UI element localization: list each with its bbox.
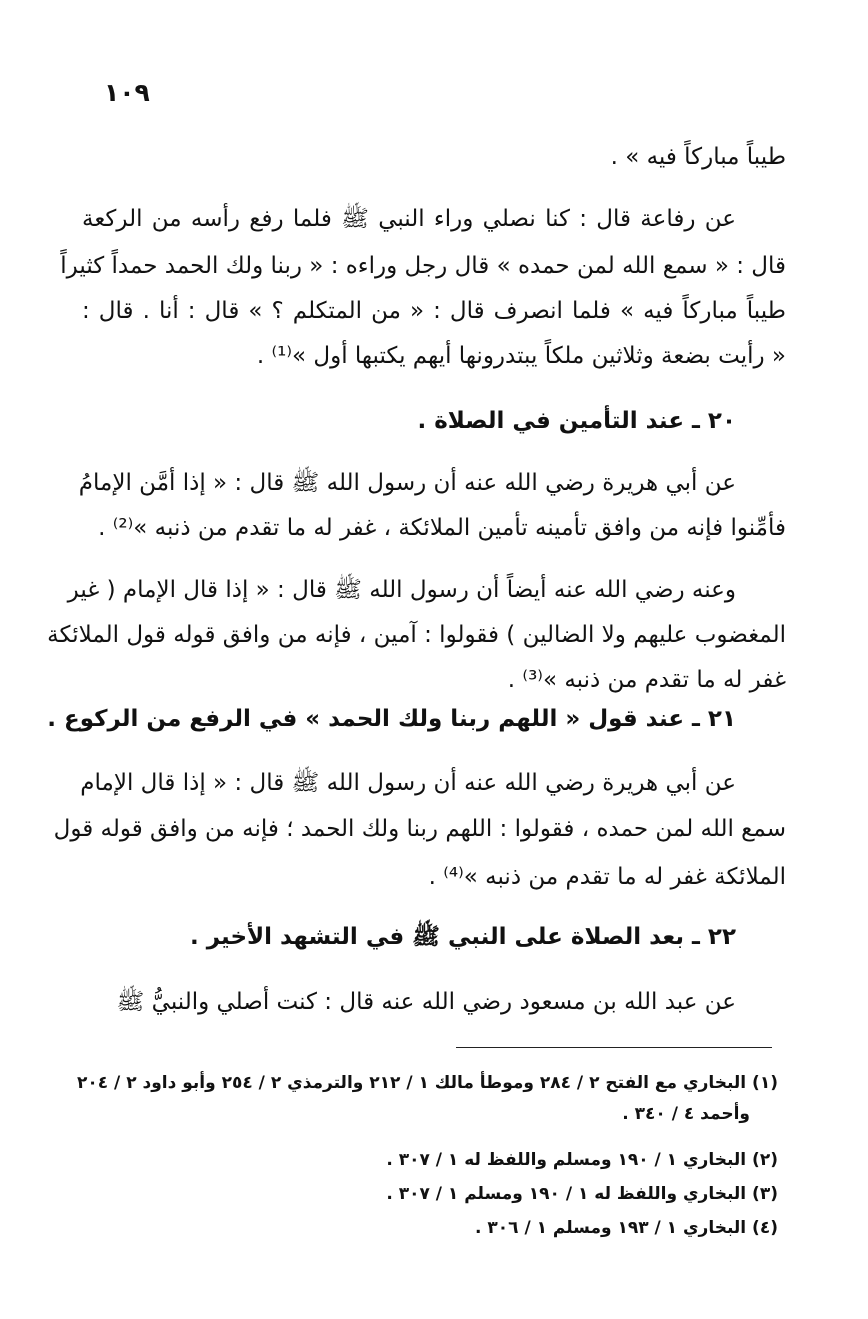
section-heading-21: ٢١ ـ عند قول « اللهم ربنا ولك الحمد » في الرفع من الركوع . [47,706,736,732]
footnote-divider [456,1047,772,1048]
body-line: قال : « سمع الله لمن حمده » قال رجل وراءه : « ربنا ولك الحمد حمداً كثيراً [60,253,786,279]
body-line: طيباً مباركاً فيه » فلما انصرف قال : « من المتكلم ؟ » قال : أنا . قال : [82,298,786,324]
footnote-1: (١) البخاري مع الفتح ٢ / ٢٨٤ وموطأ مالك ١ / ٢١٢ والترمذي ٢ / ٢٥٤ وأبو داود ٢ / ٢٠٤ [77,1073,778,1093]
body-line: طيباً مباركاً فيه » . [610,144,786,170]
body-line: عن رفاعة قال : كنا نصلي وراء النبي ﷺ فلما رفع رأسه من الركعة [82,206,736,232]
section-heading-20: ٢٠ ـ عند التأمين في الصلاة . [417,408,736,434]
page-number: ١٠٩ [104,78,150,107]
body-line: فأمِّنوا فإنه من وافق تأمينه تأمين الملائكة ، غفر له ما تقدم من ذنبه »⁽²⁾ . [98,515,786,541]
body-line: وعنه رضي الله عنه أيضاً أن رسول الله ﷺ قال : « إذا قال الإمام ( غير [67,577,736,603]
body-line: عن عبد الله بن مسعود رضي الله عنه قال : كنت أصلي والنبيُّ ﷺ [116,989,736,1015]
body-line: عن أبي هريرة رضي الله عنه أن رسول الله ﷺ قال : « إذا أمَّن الإمامُ [78,470,736,496]
footnote-1-continued: وأحمد ٤ / ٣٤٠ . [622,1104,750,1124]
body-line: المغضوب عليهم ولا الضالين ) فقولوا : آمين ، فإنه من وافق قوله قول الملائكة [47,622,786,648]
body-line: غفر له ما تقدم من ذنبه »⁽³⁾ . [507,667,786,693]
body-line: عن أبي هريرة رضي الله عنه أن رسول الله ﷺ قال : « إذا قال الإمام [80,770,736,796]
footnote-3: (٣) البخاري واللفظ له ١ / ١٩٠ ومسلم ١ / ٣٠٧ . [386,1184,778,1204]
body-line: سمع الله لمن حمده ، فقولوا : اللهم ربنا ولك الحمد ؛ فإنه من وافق قوله قول [53,816,786,842]
body-line: الملائكة غفر له ما تقدم من ذنبه »⁽⁴⁾ . [428,864,786,890]
body-line: « رأيت بضعة وثلاثين ملكاً يبتدرونها أيهم يكتبها أول »⁽¹⁾ . [256,343,786,369]
section-heading-22: ٢٢ ـ بعد الصلاة على النبي ﷺ في التشهد الأخير . [190,924,736,950]
footnote-4: (٤) البخاري ١ / ١٩٣ ومسلم ١ / ٣٠٦ . [475,1218,778,1238]
footnote-2: (٢) البخاري ١ / ١٩٠ ومسلم واللفظ له ١ / ٣٠٧ . [386,1150,778,1170]
